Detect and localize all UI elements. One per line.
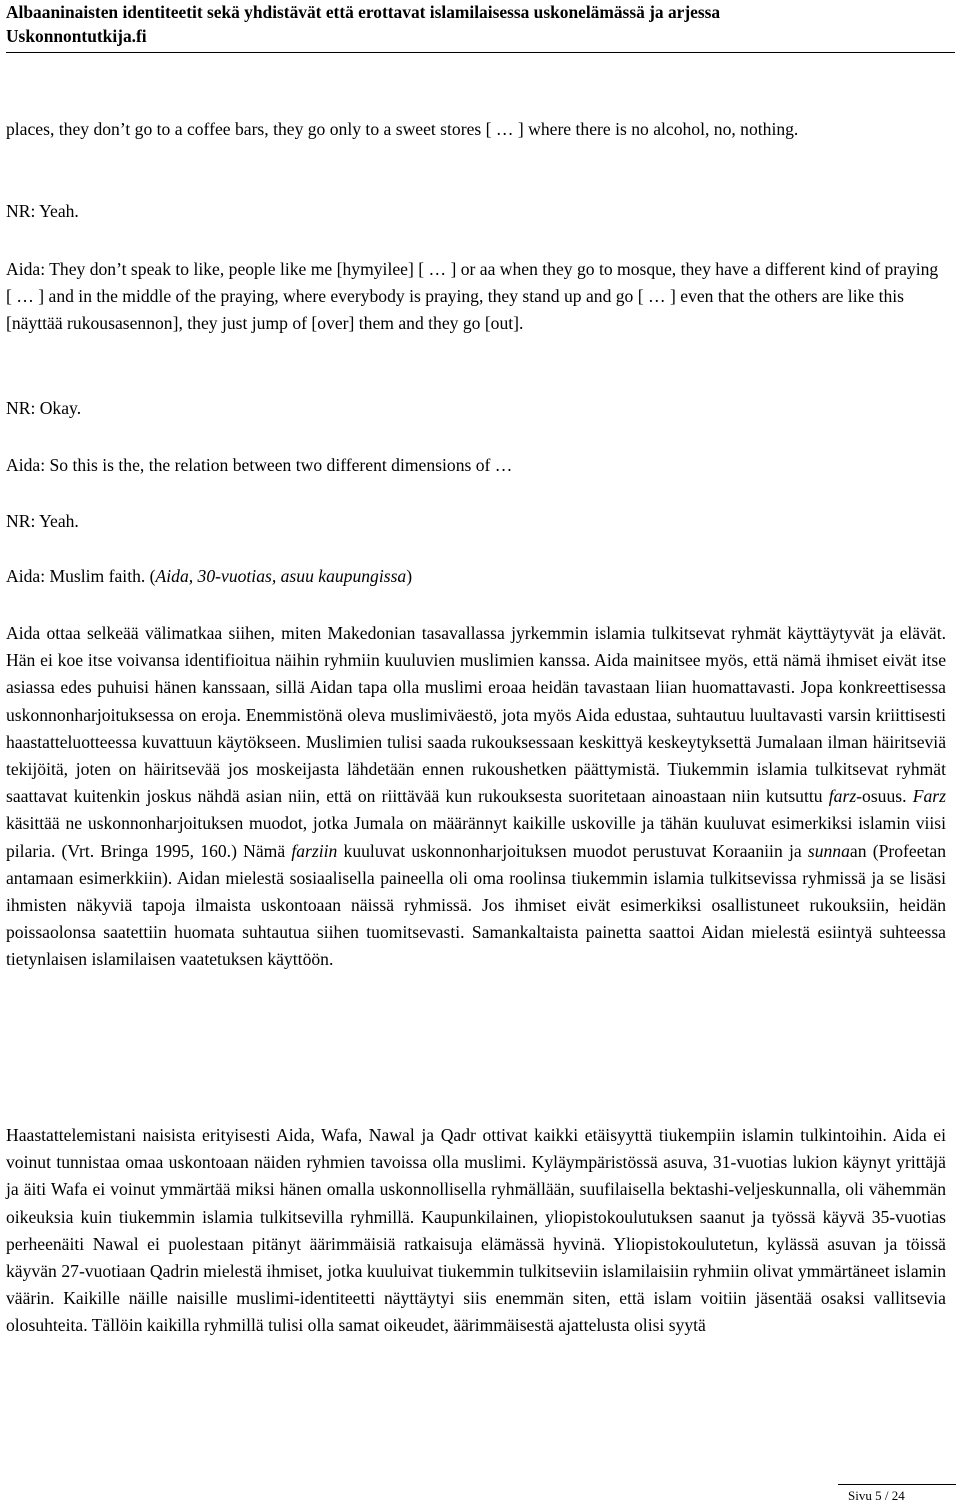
paragraph-text: Aida ottaa selkeää välimatkaa siihen, miten Makedonian tasavallassa jyrkemmin islamia tulkitsevat ryhmät käyttäytyvät ja elävät. Hän ei koe itse voivansa identifioitua näihin ryhmiin kuuluvien muslimien kanssa. Aida mainitsee myös, että nämä ihmiset eivät itse asiassa edes puhuisi hänen kanssaan, sillä Aidan tapa olla muslimi eroaa heidän tavastaan liian huomattavasti. Jopa konkreettisessa uskonnonharjoituksessa on eroja. Enemmistönä oleva muslimiväestö, jota myös Aida edustaa, suhtautuu luultavasti varsin kriittisesti haastatteluotteessa kuvattuun käytökseen. Muslimien tulisi saada rukouksessaan keskittyä keskeytyksettä Jumalaan ilman häiritseviä tekijöitä, joten on häiritsevää jos moskeijasta lähdetään ennen rukoushetken päättymistä. Tiukemmin islamia tulkitsevat ryhmät saattavat kuitenkin joskus nähdä asian niin, että on riittävää kun rukouksesta suoritetaan ainoastaan niin kutsuttu [6, 623, 946, 807]
term-farz: farz [828, 786, 857, 807]
interview-line: Aida: They don’t speak to like, people like me [hymyilee] [ … ] or aa when they go to mosque, they have a different kind of praying [ … ] and in the middle of the praying, where everybody is praying, they stand up and go [ … ] even that the others are like this [näyttää rukousasennon], they just jump of [over] them and they go [out]. [6, 259, 939, 334]
attribution-paren: ) [406, 566, 413, 586]
interview-block-3 [6, 256, 946, 338]
paragraph-body: Haastattelemistani naisista erityisesti Aida, Wafa, Nawal ja Qadr ottivat kaikki etäisyyttä tiukempiin islamin tulkintoihin. Aida ei voinut tunnistaa omaa uskontoaan näiden ryhmien tavoissa olla muslimi. Kyläympäristössä asuva, 31-vuotias lukion käynyt yrittäjä ja äiti Wafa ei voinut ymmärtää miksi hänen omalla uskonnollisella ryhmällään, suufilaisella bektashi-veljeskunnalla, oli vähemmän oikeuksia kuin tiukemmin islamia tulkitsevilla ryhmillä. Kaupunkilainen, yliopistokoulutuksen saanut ja työssä käyvä 35-vuotias perheenäiti Nawal ei puolestaan pitänyt äärimmäisiä ratkaisuja elämässä hyvinä. Yliopistokoulutetun, kylässä asuvan ja töissä käyvän 27-vuotiaan Qadrin mielestä ihmiset, jotka kuuluivat tiukemmin tulkitseviin islamilaisiin ryhmiin olivat ymmärtäneet islamin väärin. Kaikille näille naisille muslimi-identiteetti näyttäytyi siis enemmän siten, että islam voitiin jäsentää osaksi vallitsevia olosuhteita. Tällöin kaikilla ryhmillä tulisi olla samat oikeudet, äärimmäisestä ajattelusta olisi syytä [6, 1125, 946, 1336]
interview-line-with-attribution [6, 563, 946, 590]
attribution-paren: ( [149, 566, 156, 586]
document-title: Albaaninaisten identiteetit sekä yhdistävät että erottavat islamilaisessa uskonelämässä ja arjessa [6, 2, 721, 22]
paragraph-text: käsittää ne uskonnonharjoituksen muodot, jotka Jumala on määrännyt kaikille uskoville ja tähän kuuluvat esimerkiksi islamin viisi pilaria. (Vrt. Bringa 1995, 160.) Nämä [6, 813, 946, 861]
site-name: Uskonnontutkija.fi [6, 26, 147, 46]
interview-block-4 [6, 395, 946, 422]
interview-text: Aida: Muslim faith. [6, 566, 150, 586]
interview-line: places, they don’t go to a coffee bars, they go only to a sweet stores [ … ] where there is no alcohol, no, nothing. [6, 119, 799, 139]
interview-excerpt-block-1 [6, 116, 946, 143]
analysis-paragraph [6, 620, 946, 974]
paragraph-body [6, 620, 946, 974]
term-farz: Farz [912, 786, 946, 807]
interviewer-line: NR: Okay. [6, 398, 82, 418]
interviewer-line: NR: Yeah. [6, 511, 79, 531]
interview-block-2 [6, 198, 946, 225]
term-farziin: farziin [291, 840, 338, 861]
term-sunna: sunna [807, 840, 850, 861]
page-number: Sivu 5 / 24 [848, 1488, 905, 1503]
interview-line: Aida: So this is the, the relation between two different dimensions of … [6, 455, 513, 475]
paragraph-text: an (Profeetan antamaan esimerkkiin). Aidan mielestä sosiaalisella paineella oli oma roolinsa tiukemmin islamia tulkitsevissa ryhmissä ja se lisäsi ihmisten näkyviä tapoja ilmaista uskontoaan näissä ryhmissä. Jos ihmiset eivät esimerkiksi osallistuneet rukouksiin, heidän poissaolonsa saatettiin huomata suhtautua siihen tuomitsevasti. Samankaltaista painetta saattoi Aidan mielestä esiintyä suhteessa tietynlaisen islamilaisen vaatetuksen käyttöön. [6, 840, 946, 970]
interview-block-7 [6, 563, 946, 590]
interview-block-5 [6, 452, 946, 479]
interviewer-line: NR: Yeah. [6, 201, 79, 221]
paragraph-text: -osuus. [856, 786, 913, 807]
paragraph-text: kuuluvat uskonnonharjoituksen muodot perustuvat Koraaniin ja [337, 840, 808, 861]
footer-divider [838, 1484, 956, 1485]
page-header [6, 0, 955, 53]
analysis-paragraph-2 [6, 1122, 946, 1340]
attribution-text: Aida, 30-vuotias, asuu kaupungissa [155, 566, 407, 586]
interview-block-6 [6, 508, 946, 535]
